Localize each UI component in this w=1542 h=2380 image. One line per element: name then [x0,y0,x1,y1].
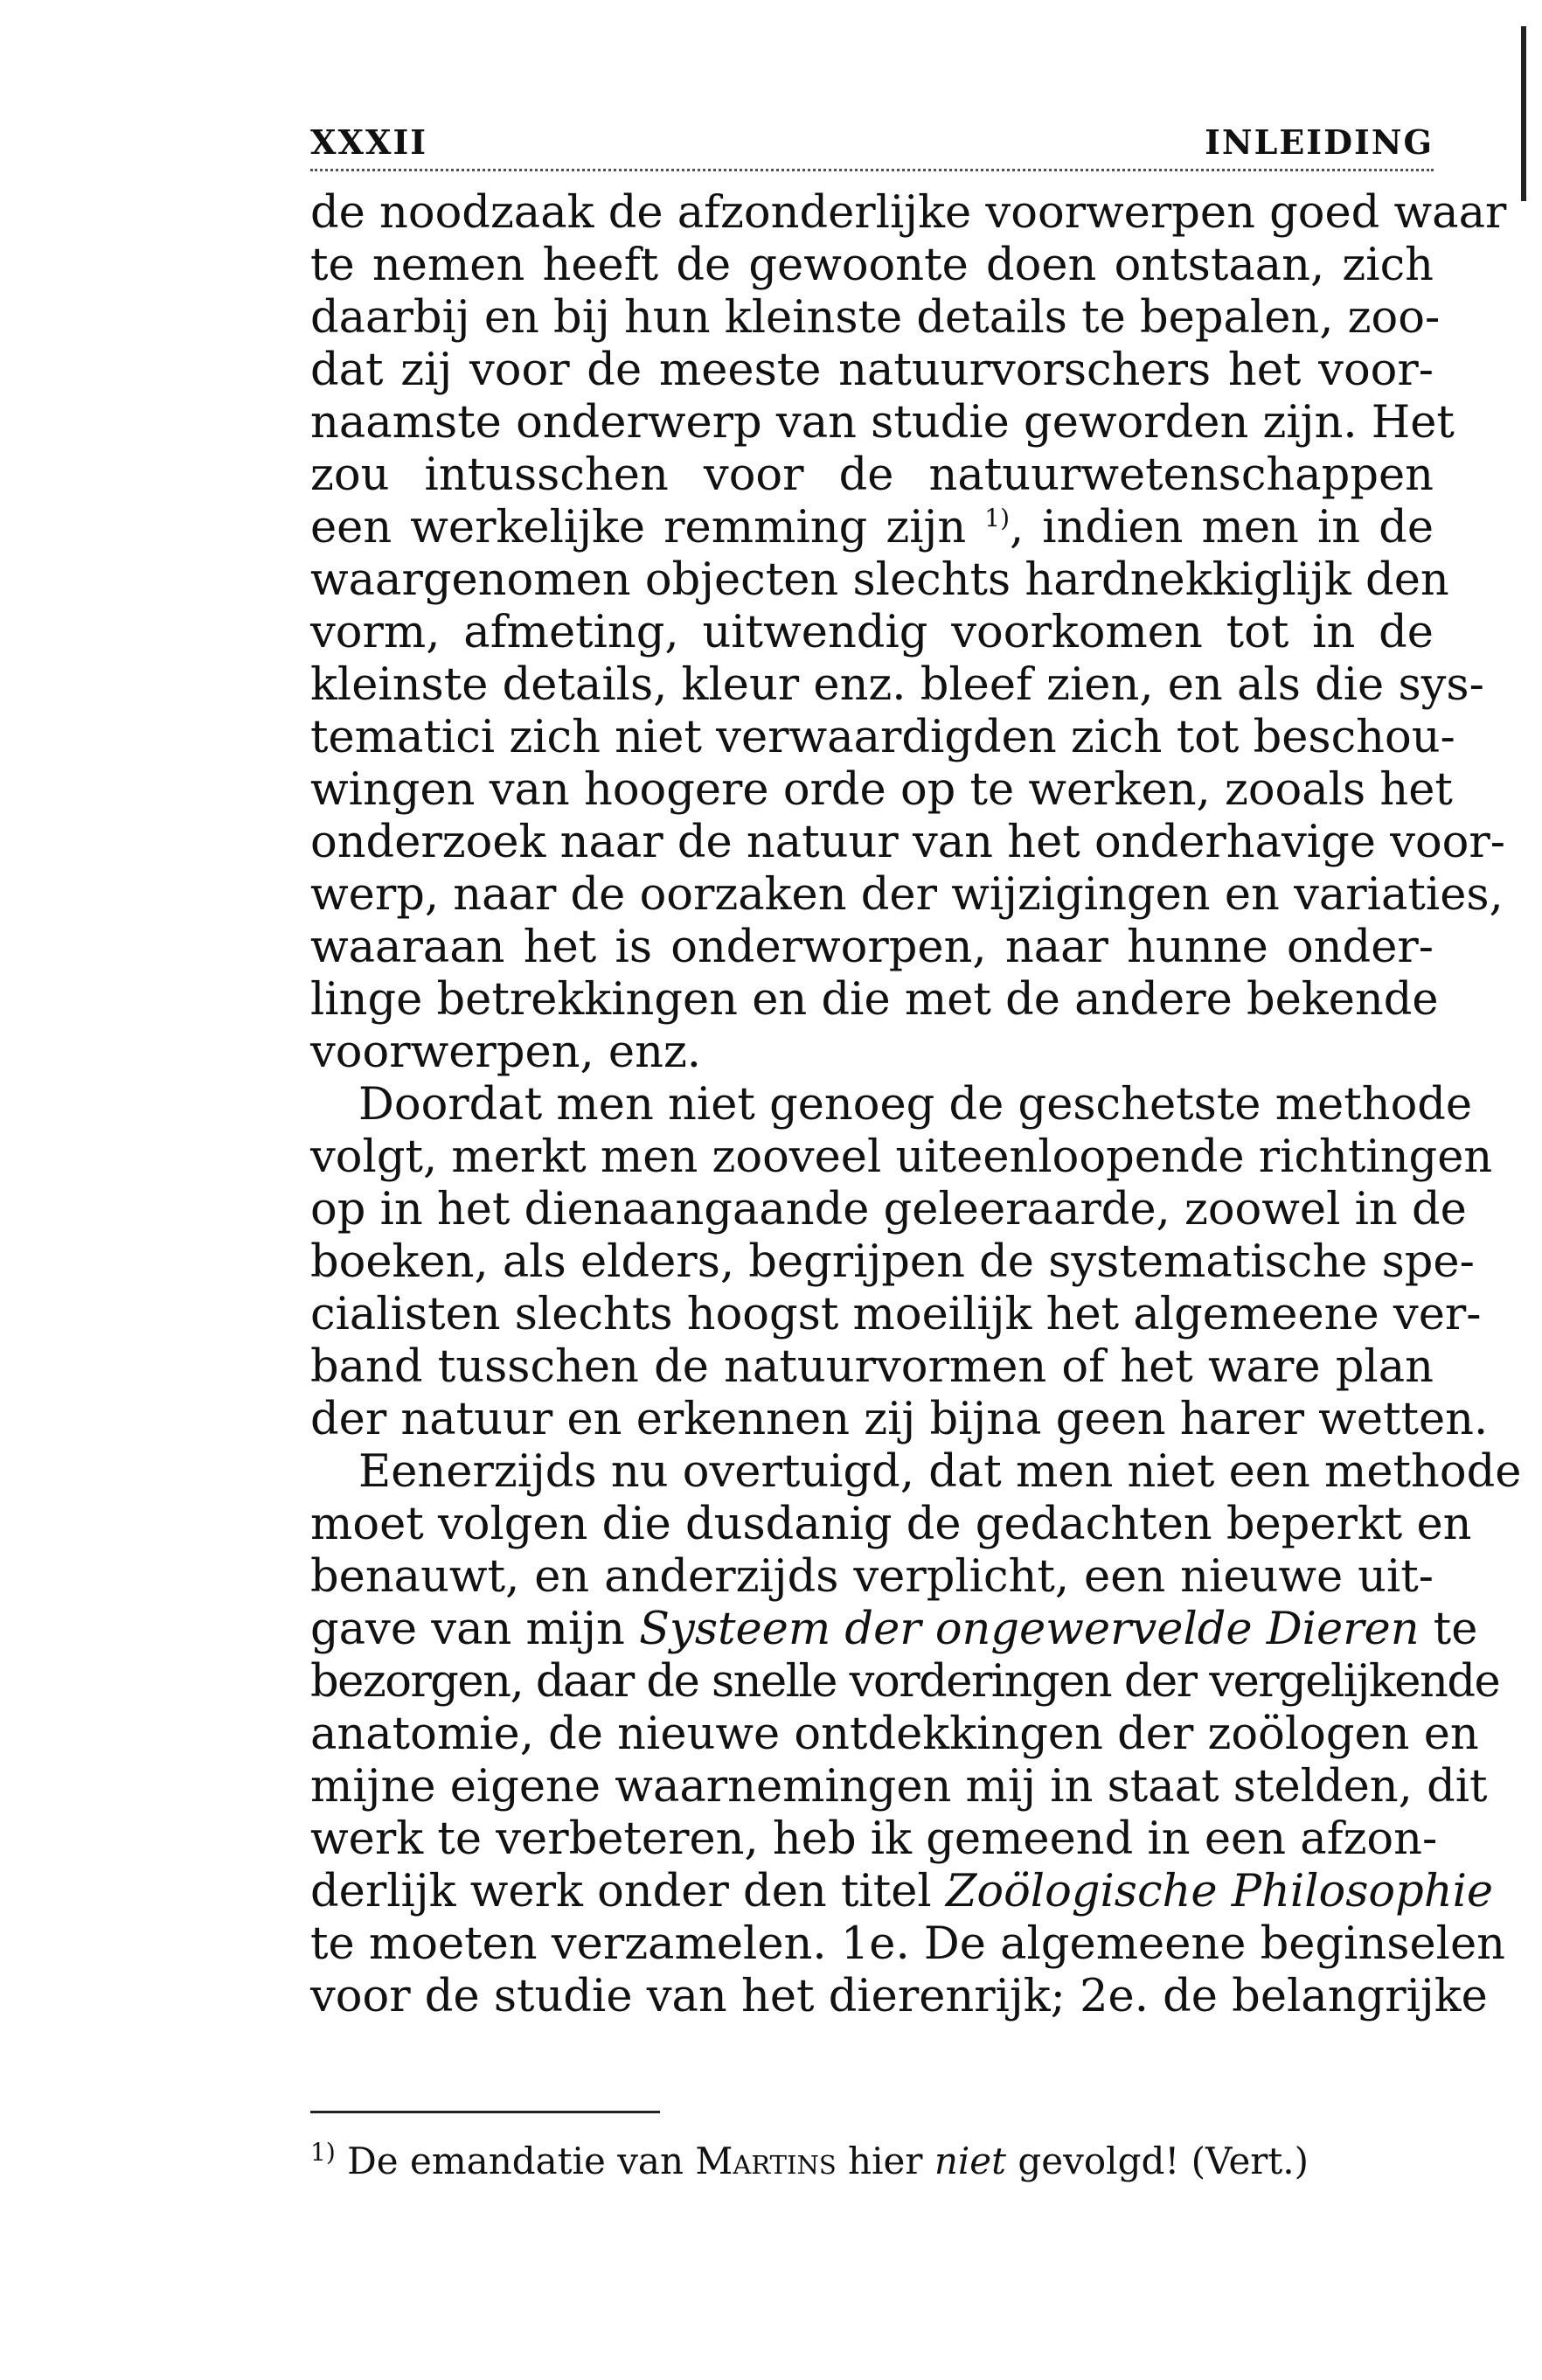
text-line: linge betrekkingen en die met de andere bekende [310,974,1439,1026]
text-line: dat zij voor de meeste natuurvorschers het voor- [310,344,1434,396]
text-line: volgt, merkt men zooveel uiteenloopende richtingen [310,1131,1493,1183]
text-fragment: De emandatie van [335,2140,696,2182]
text-line: band tusschen de natuurvormen of het ware plan [310,1341,1434,1393]
text-line: werk te verbeteren, heb ik gemeend in een afzon- [310,1813,1438,1865]
text-line: te moeten verzamelen. 1e. De algemeene beginselen [310,1918,1505,1970]
footnote-marker: 1) [310,2138,336,2167]
text-fragment: hier [836,2140,934,2182]
text-line: voor de studie van het dierenrijk; 2e. de belangrijke [310,1971,1488,2022]
text-line: zou intusschen voor de natuurwetenschappen [310,449,1434,501]
text-line: Eenerzijds nu overtuigd, dat men niet een methode [358,1446,1522,1498]
text-fragment: derlijk werk onder den titel [310,1866,946,1917]
text-fragment: gevolgd! (Vert.) [1006,2140,1309,2182]
text-line: waargenomen objecten slechts hardnekkiglijk den [310,554,1449,606]
page-number: XXXII [310,122,428,162]
text-line: Doordat men niet genoeg de geschetste methode [358,1079,1473,1131]
footnote [310,2140,1434,2183]
text-line: der natuur en erkennen zij bijna geen harer wetten. [310,1394,1489,1445]
text-line: naamste onderwerp van studie geworden zijn. Het [310,397,1455,449]
text-line: moet volgen die dusdanig de gedachten beperkt en [310,1499,1472,1550]
text-line: boeken, als elders, begrijpen de systematische spe- [310,1236,1475,1288]
text-line: werp, naar de oorzaken der wijzigingen en variaties, [310,869,1504,921]
book-page [310,122,1522,2183]
text-line: bezorgen, daar de snelle vorderingen der vergelijkende [310,1656,1500,1708]
page-edge-mark [1521,26,1526,201]
text-fragment: gave van mijn [310,1604,640,1655]
text-line: tematici zich niet verwaardigden zich tot beschou- [310,712,1455,763]
text-line: kleinste details, kleur enz. bleef zien, en als die sys- [310,659,1484,711]
author-name: Martins [695,2140,837,2182]
text-line: anatomie, de nieuwe ontdekkingen der zoölogen en [310,1708,1479,1760]
section-title: INLEIDING [1205,122,1434,162]
text-line: voorwerpen, enz. [310,1026,702,1078]
text-fragment: , indien men in de [1010,502,1434,553]
book-title-italic: Zoölogische Philosophie [945,1866,1494,1917]
footnote-rule [310,2111,660,2140]
text-line-with-title [310,1866,1494,1918]
text-fragment: te [1419,1604,1478,1655]
text-line: cialisten slechts hoogst moeilijk het algemeene ver- [310,1289,1482,1340]
text-line: mijne eigene waarnemingen mij in staat stelden, dit [310,1761,1488,1813]
text-line: onderzoek naar de natuur van het onderhavige voor- [310,817,1505,868]
text-line: de noodzaak de afzonderlijke voorwerpen goed waar [310,187,1507,239]
book-title-italic: Systeem der ongewervelde Dieren [639,1604,1420,1655]
text-line: daarbij en bij hun kleinste details te bepalen, zoo- [310,292,1441,344]
text-line: waaraan het is onderworpen, naar hunne onder- [310,922,1434,973]
running-head [310,122,1434,171]
body-text [310,187,1522,2023]
text-line: vorm, afmeting, uitwendig voorkomen tot in de [310,607,1434,658]
text-line: benauwt, en anderzijds verplicht, een nieuwe uit- [310,1551,1434,1603]
text-line: te nemen heeft de gewoonte doen ontstaan, zich [310,240,1434,291]
text-line: wingen van hoogere orde op te werken, zooals het [310,764,1453,816]
text-line-with-title [310,1604,1478,1656]
text-line: op in het dienaangaande geleeraarde, zoowel in de [310,1184,1467,1235]
footnote-reference: 1) [984,504,1010,532]
text-line-with-footnote-ref [310,502,1434,554]
emphasis-italic: niet [934,2140,1007,2182]
text-fragment: een werkelijke remming zijn [310,502,967,553]
